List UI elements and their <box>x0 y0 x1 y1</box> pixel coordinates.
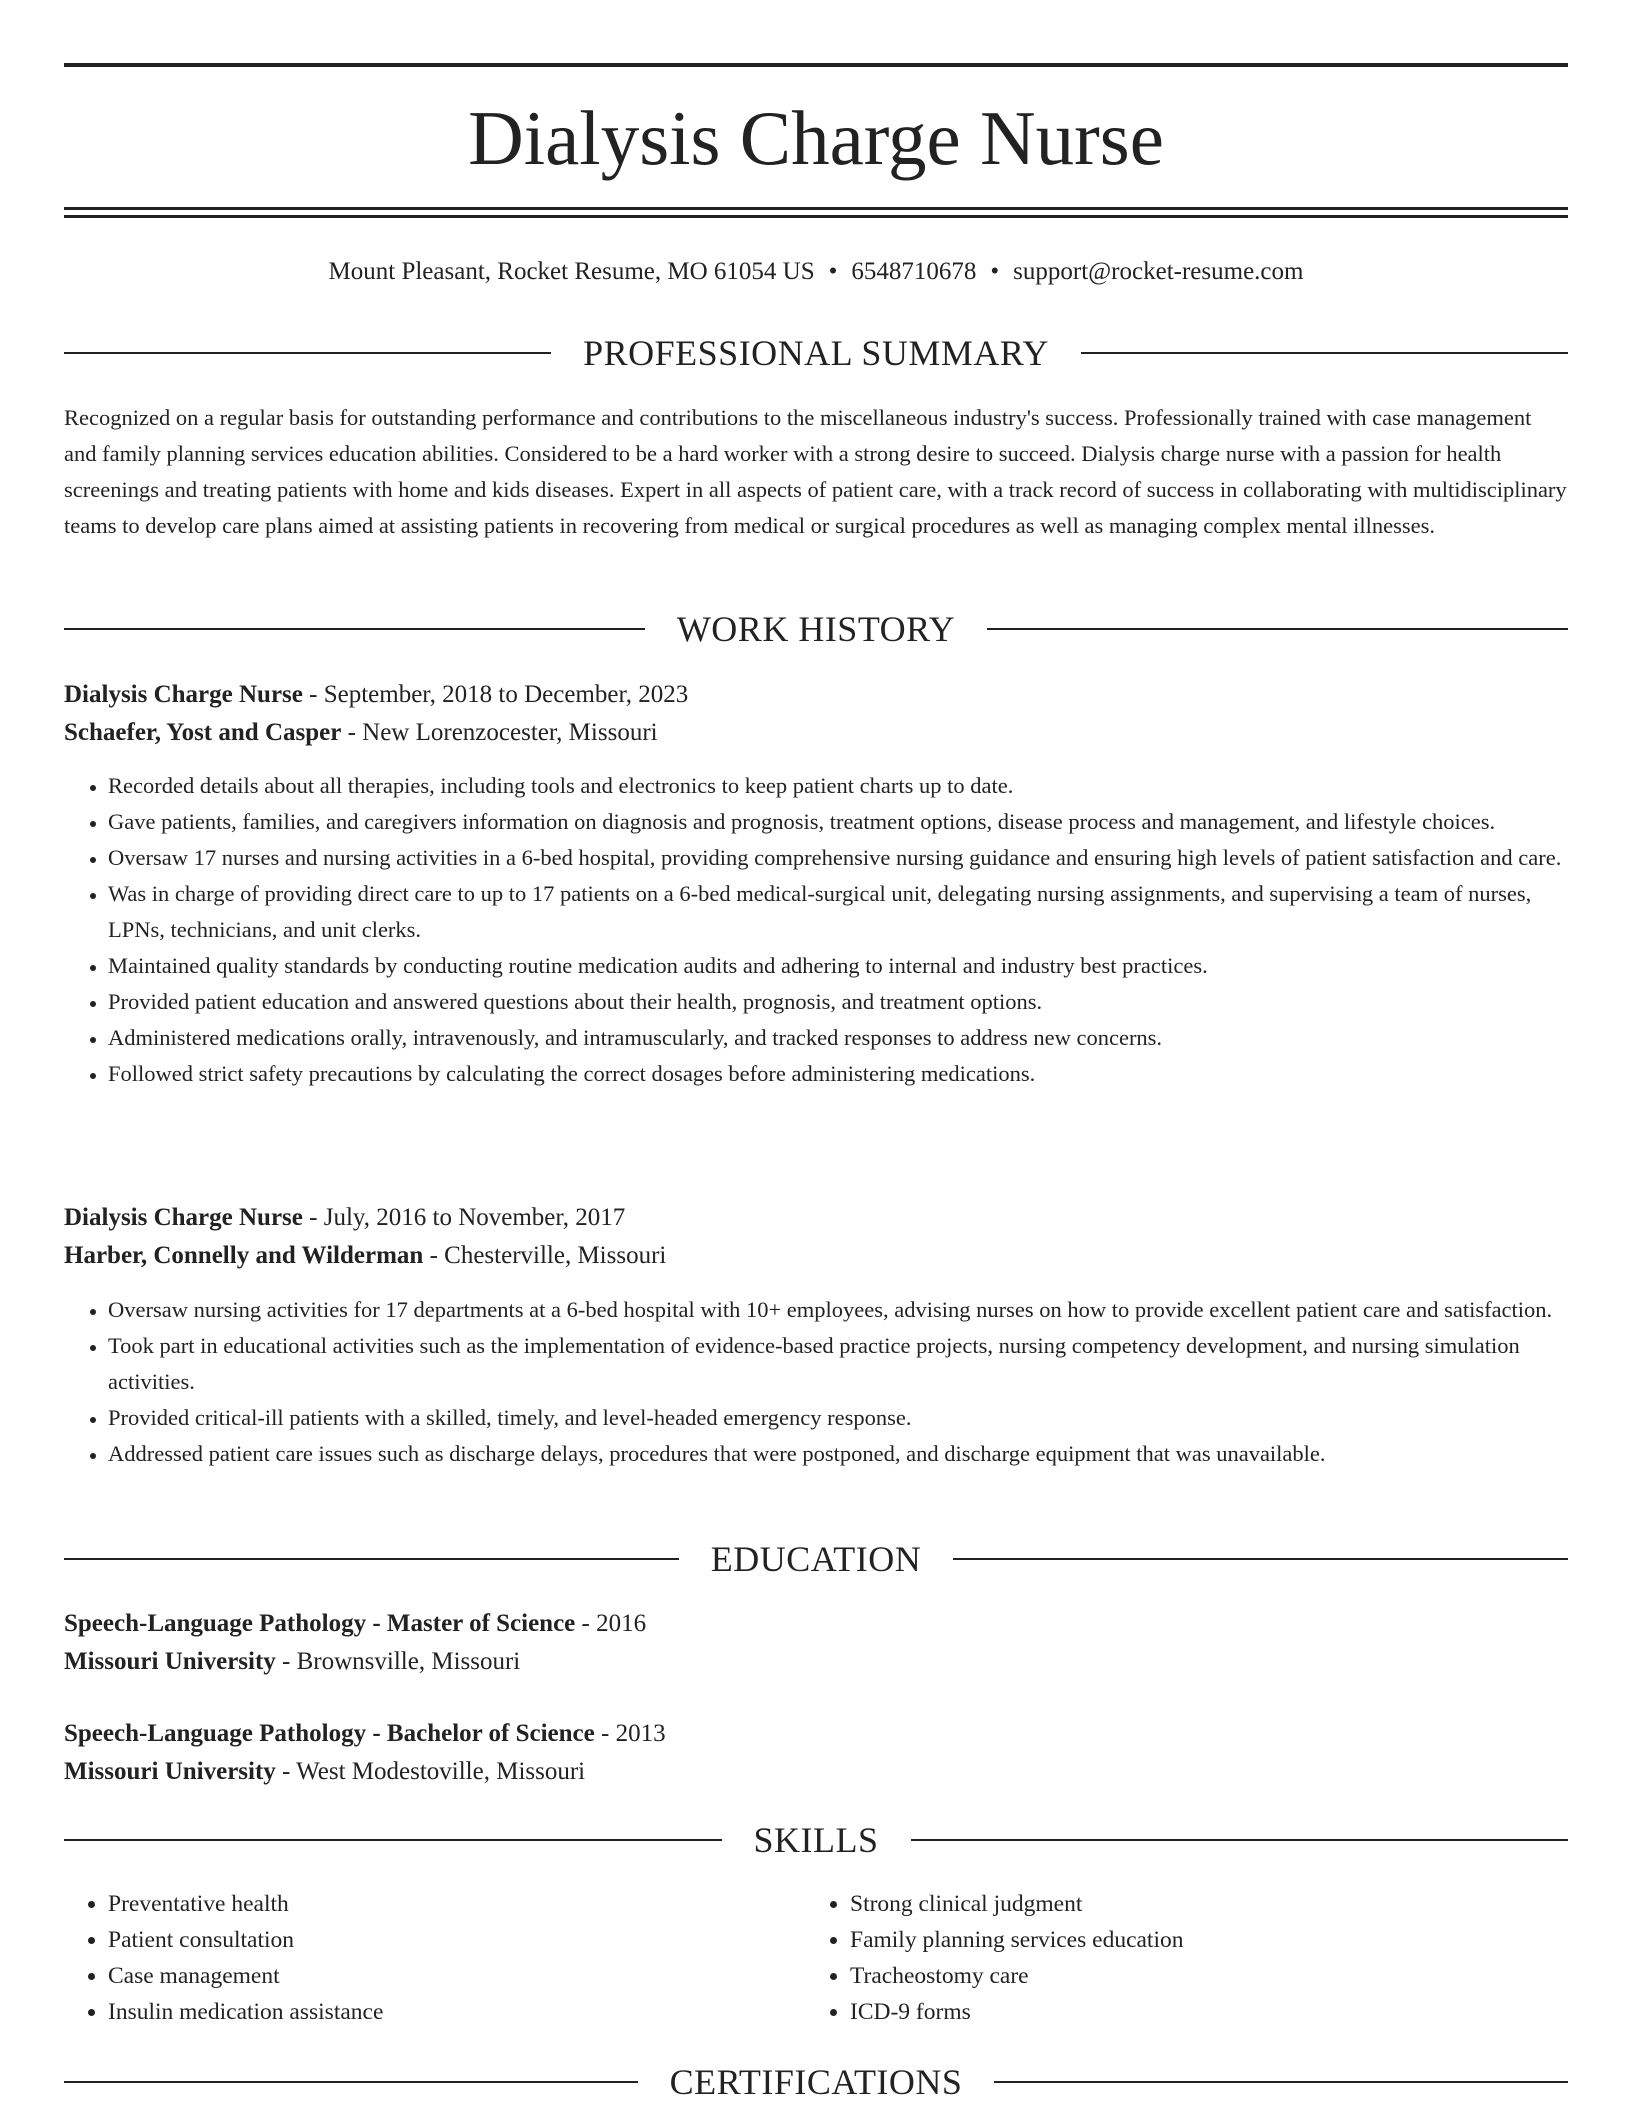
job-title: Dialysis Charge Nurse <box>64 681 303 708</box>
skill-item: • Strong clinical judgment <box>850 1886 1566 1922</box>
job-bullet: • Administered medications orally, intravenously, and intramuscularly, and tracked responses to address new concerns. <box>108 1020 1568 1056</box>
job-location: - New Lorenzocester, Missouri <box>341 719 658 746</box>
skills-list-left <box>64 1886 804 2030</box>
divider <box>64 352 551 354</box>
divider <box>64 1558 679 1560</box>
contact-separator: • <box>990 258 1000 285</box>
job-dates: - September, 2018 to December, 2023 <box>302 681 689 708</box>
job-dates: - July, 2016 to November, 2017 <box>302 1204 626 1231</box>
job-bullet: • Addressed patient care issues such as discharge delays, procedures that were postponed, and discharge equipment that was unavailable. <box>108 1436 1568 1472</box>
skill-item: • Tracheostomy care <box>850 1958 1566 1994</box>
divider <box>994 2081 1568 2083</box>
job-title-line <box>64 1199 1568 1237</box>
section-title: CERTIFICATIONS <box>669 2062 963 2102</box>
skill-item: • ICD-9 forms <box>850 1994 1566 2030</box>
section-header-skills <box>64 1818 1568 1862</box>
education-school: Missouri University <box>64 1758 276 1785</box>
contact-email: support@rocket-resume.com <box>1013 258 1304 285</box>
job-company-line <box>64 714 1568 752</box>
job-bullet: • Oversaw nursing activities for 17 departments at a 6-bed hospital with 10+ employees, advising nurses on how to provide excellent patient care and satisfaction. <box>108 1292 1568 1328</box>
divider <box>987 628 1568 630</box>
education-degree-line <box>64 1605 1568 1643</box>
job-bullet: • Was in charge of providing direct care to up to 17 patients on a 6-bed medical-surgical unit, delegating nursing assignments, and supervising a team of nurses, LPNs, technicians, and unit clerks. <box>108 876 1568 948</box>
job-title: Dialysis Charge Nurse <box>64 1204 303 1231</box>
education-year: - 2016 <box>575 1610 647 1637</box>
divider <box>911 1839 1569 1841</box>
job-bullet: • Gave patients, families, and caregivers information on diagnosis and prognosis, treatment options, disease process and management, and lifestyle choices. <box>108 804 1568 840</box>
job-title-line <box>64 676 1568 714</box>
education-degree: Speech-Language Pathology - Master of Science <box>64 1610 576 1637</box>
section-title: WORK HISTORY <box>676 609 956 649</box>
section-title: EDUCATION <box>710 1539 922 1579</box>
education-location: - Brownsville, Missouri <box>275 1648 521 1675</box>
education-year: - 2013 <box>594 1720 666 1747</box>
divider <box>1081 352 1568 354</box>
contact-phone: 6548710678 <box>851 258 977 285</box>
job-company: Schaefer, Yost and Casper <box>64 719 342 746</box>
skill-item: • Preventative health <box>108 1886 804 1922</box>
job-company-line <box>64 1237 1568 1275</box>
title-rule-upper <box>64 207 1568 210</box>
job-bullet: • Oversaw 17 nurses and nursing activities in a 6-bed hospital, providing comprehensive nursing guidance and ensuring high levels of patient satisfaction and care. <box>108 840 1568 876</box>
contact-line <box>64 254 1568 290</box>
section-header-education <box>64 1537 1568 1581</box>
title-rule-lower <box>64 215 1568 218</box>
section-title: PROFESSIONAL SUMMARY <box>583 333 1049 373</box>
education-location: - West Modestoville, Missouri <box>275 1758 586 1785</box>
skill-item: • Insulin medication assistance <box>108 1994 804 2030</box>
job-bullet: • Recorded details about all therapies, including tools and electronics to keep patient charts up to date. <box>108 768 1568 804</box>
job-bullets <box>64 768 1568 1092</box>
section-header-certifications <box>64 2060 1568 2104</box>
contact-address: Mount Pleasant, Rocket Resume, MO 61054 US <box>328 258 815 285</box>
top-rule <box>64 63 1568 67</box>
contact-separator: • <box>828 258 838 285</box>
job-bullets <box>64 1292 1568 1472</box>
divider <box>953 1558 1568 1560</box>
divider <box>64 1839 722 1841</box>
skill-item: • Patient consultation <box>108 1922 804 1958</box>
section-header-work <box>64 607 1568 651</box>
education-school-line <box>64 1753 1568 1791</box>
divider <box>64 628 645 630</box>
divider <box>64 2081 638 2083</box>
job-bullet: • Maintained quality standards by conducting routine medication audits and adhering to internal and industry best practices. <box>108 948 1568 984</box>
job-bullet: • Followed strict safety precautions by calculating the correct dosages before administering medications. <box>108 1056 1568 1092</box>
job-bullet: • Took part in educational activities such as the implementation of evidence-based practice projects, nursing competency development, and nursing simulation activities. <box>108 1328 1568 1400</box>
education-degree: Speech-Language Pathology - Bachelor of Science <box>64 1720 595 1747</box>
resume-title: Dialysis Charge Nurse <box>468 95 1164 181</box>
education-school-line <box>64 1643 1568 1681</box>
job-company: Harber, Connelly and Wilderman <box>64 1242 424 1269</box>
skills-list-right <box>806 1886 1566 2030</box>
job-location: - Chesterville, Missouri <box>423 1242 667 1269</box>
skill-item: • Case management <box>108 1958 804 1994</box>
skill-item: • Family planning services education <box>850 1922 1566 1958</box>
education-school: Missouri University <box>64 1648 276 1675</box>
summary-text: Recognized on a regular basis for outstanding performance and contributions to the miscellaneous industry's success. Professionally trained with case management and family planning services education abilities. Considered to be a hard worker with a strong desire to succeed. Dialysis charge nurse with a passion for health screenings and treating patients with home and kids diseases. Expert in all aspects of patient care, with a track record of success in collaborating with multidisciplinary teams to develop care plans aimed at assisting patients in recovering from medical or surgical procedures as well as managing complex mental illnesses. <box>64 405 1567 538</box>
section-title: SKILLS <box>753 1820 879 1860</box>
education-degree-line <box>64 1715 1568 1753</box>
job-bullet: • Provided critical-ill patients with a skilled, timely, and level-headed emergency response. <box>108 1400 1568 1436</box>
section-header-summary <box>64 331 1568 375</box>
job-bullet: • Provided patient education and answered questions about their health, prognosis, and treatment options. <box>108 984 1568 1020</box>
